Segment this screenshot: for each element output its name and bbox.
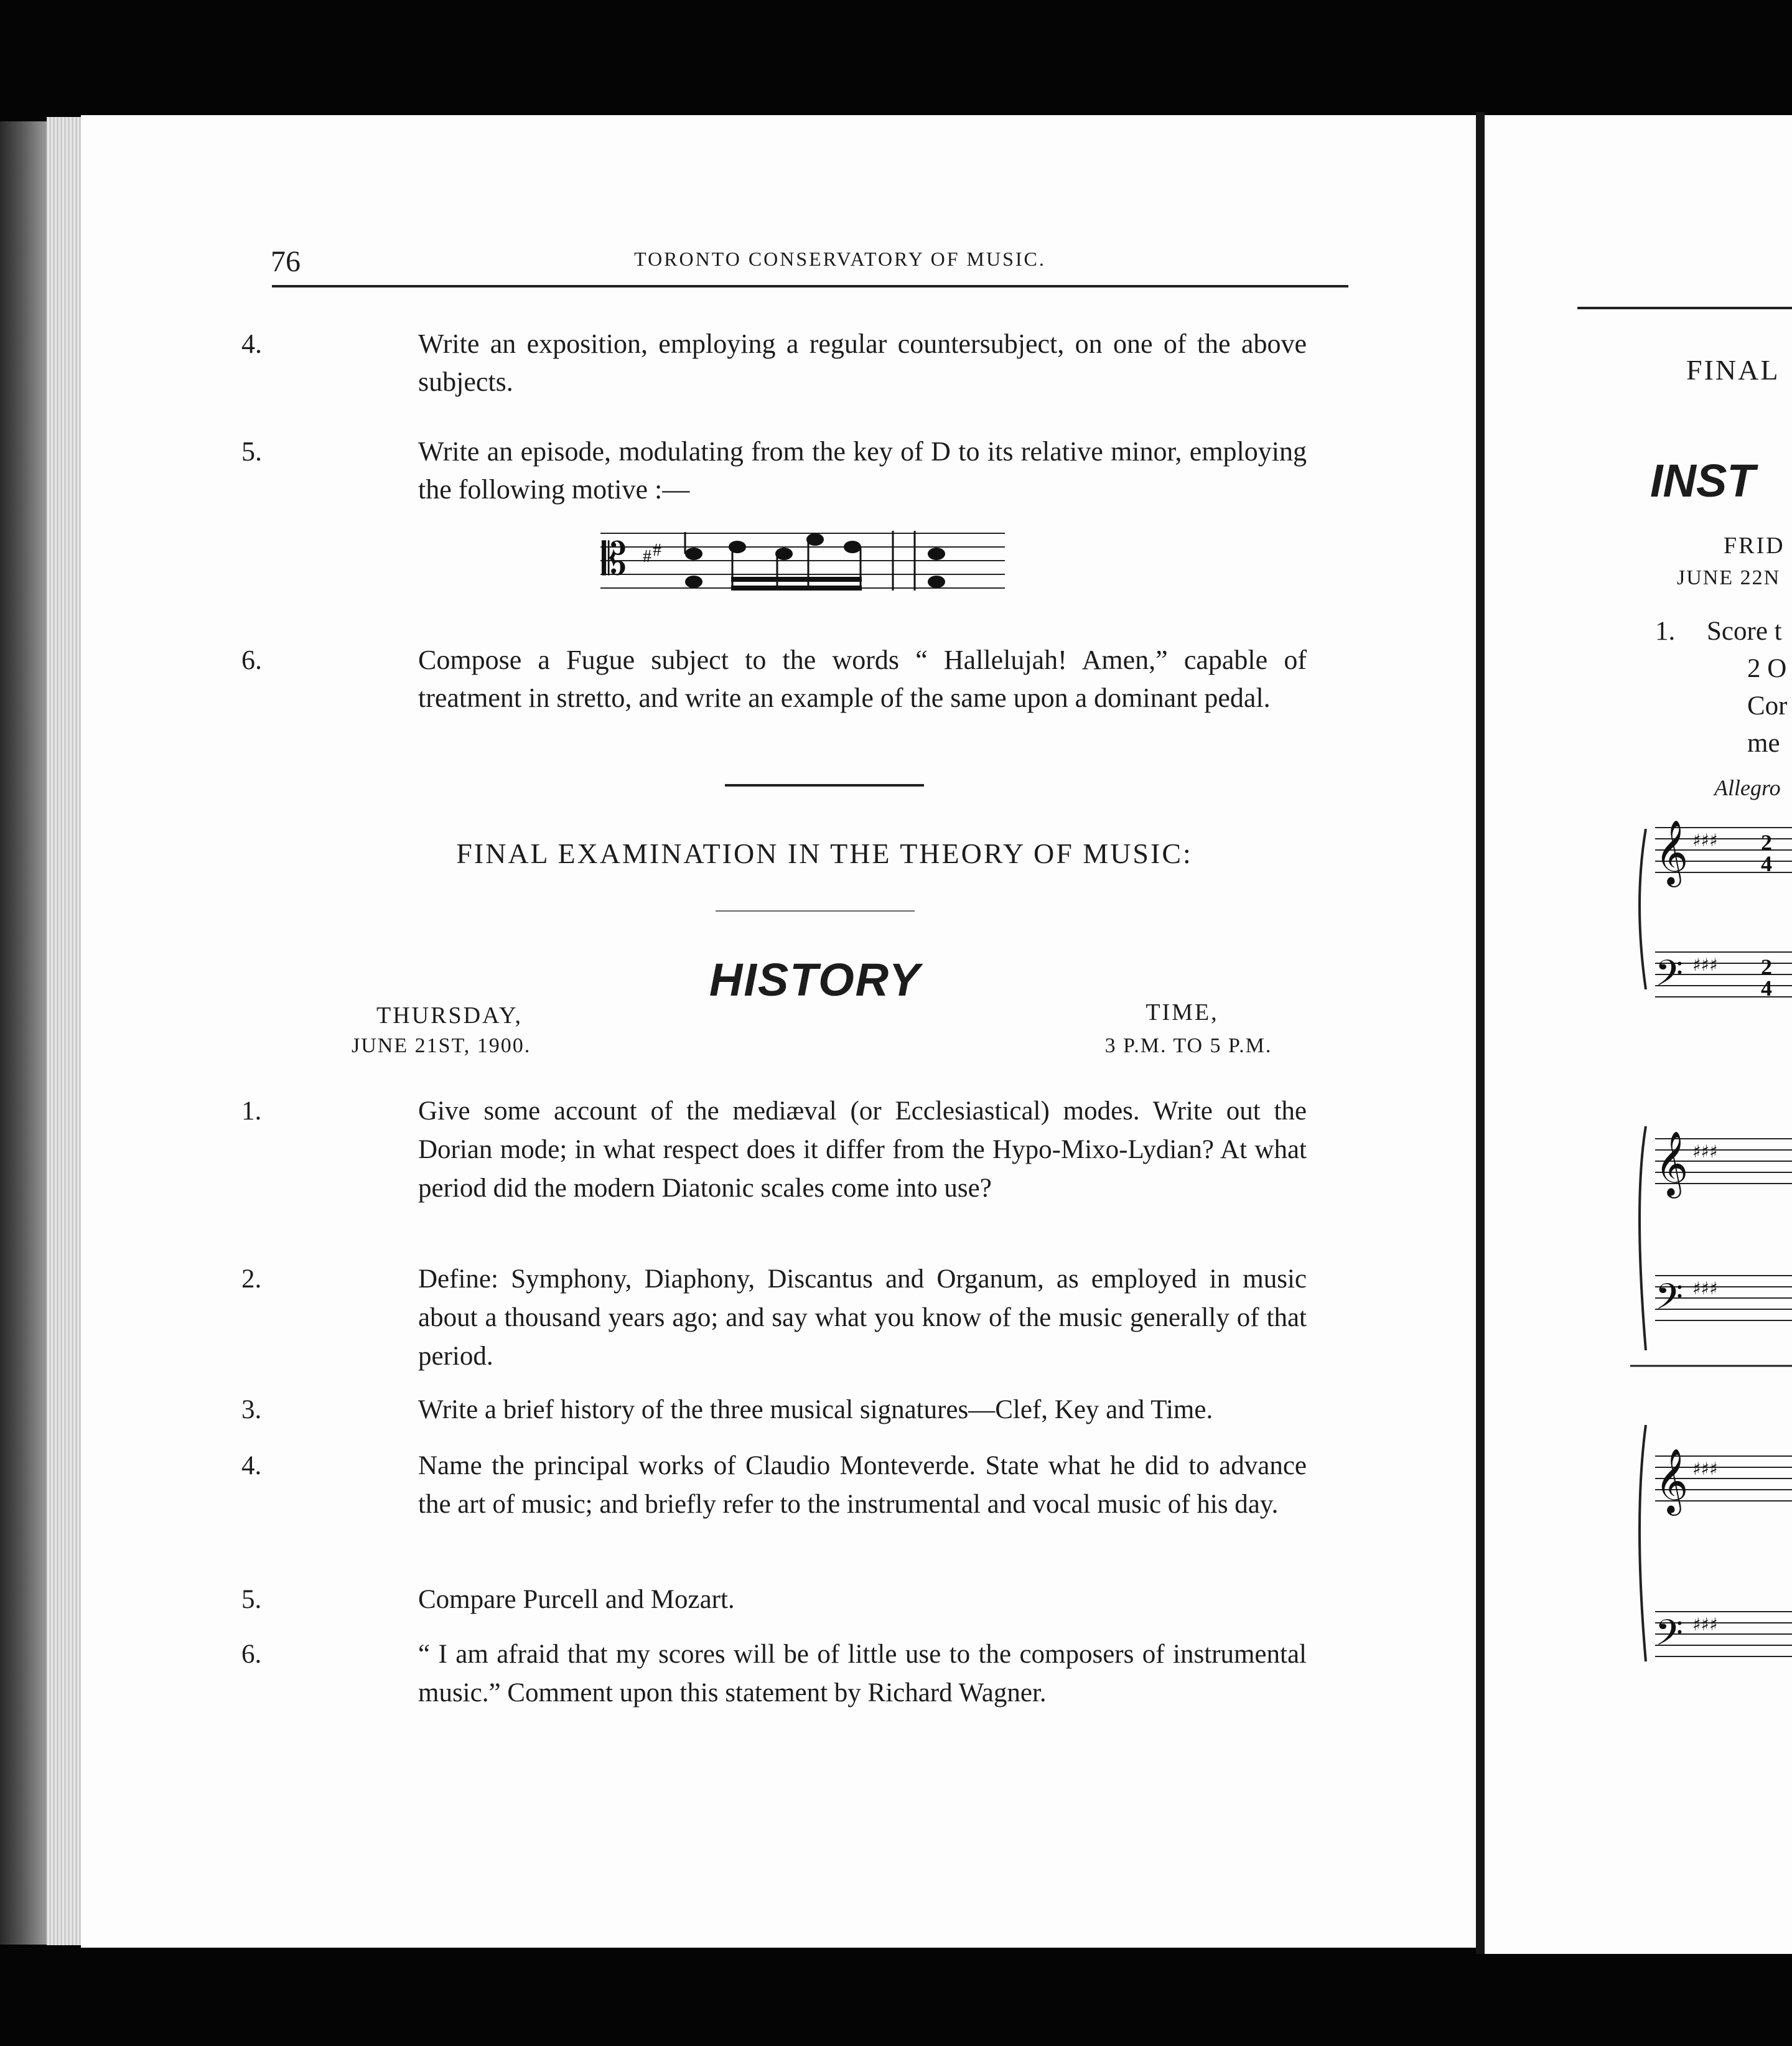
question-number: 4. [241,329,262,359]
question-item [241,1092,1307,1208]
question-number: 3. [241,1395,262,1424]
music-motive-staff [600,526,1005,597]
question-number: 1. [1655,617,1676,646]
question-text: Compare Purcell and Mozart. [418,1585,735,1614]
svg-text:♯♯♯: ♯♯♯ [1692,1614,1718,1635]
question-text: Give some account of the mediæval (or Ecclesiastical) modes. Write out the Dorian mode; in what respect does it differ from the Hypo-Mixo-Lydian? At what period did the modern Diatonic scales come into use? [418,1096,1307,1203]
page-edges [47,117,81,1945]
svg-text:𝄢: 𝄢 [1655,1612,1684,1663]
question-line: 2 O [1747,654,1787,683]
question-item [241,325,1307,401]
tempo-marking: Allegro [1714,775,1781,800]
heading-divider [716,910,915,912]
time-range: 3 P.M. TO 5 P.M. [1104,1034,1272,1057]
running-title: TORONTO CONSERVATORY OF MUSIC. [634,248,1046,270]
book-spine [0,121,47,1945]
history-title: HISTORY [709,954,922,1006]
section-heading: FINAL EXAMINATION IN THE THEORY OF MUSIC: [456,838,1193,869]
svg-text:𝄞: 𝄞 [1655,1448,1689,1513]
right-page-rule [1577,307,1792,309]
svg-text:♯♯♯: ♯♯♯ [1692,1141,1718,1162]
svg-text:#: # [653,541,661,560]
question-item [241,1635,1307,1712]
score-excerpt [1630,803,1792,1674]
question-number: 6. [241,645,262,675]
question-number: 5. [241,1585,262,1614]
exam-date: JUNE 21ST, 1900. [352,1034,531,1057]
exam-day: THURSDAY, [376,1002,523,1029]
question-number: 4. [241,1451,262,1480]
svg-text:𝄢: 𝄢 [1655,952,1684,1003]
question-number: 6. [241,1640,262,1669]
question-text: Name the principal works of Claudio Monteverde. State what he did to advance the art of music; and briefly refer to the instrumental and vocal music of his day. [418,1451,1307,1519]
svg-text:♯♯♯: ♯♯♯ [1692,1278,1718,1299]
question-item [241,1581,1307,1619]
question-item [241,432,1307,508]
book-gutter [1476,112,1485,1954]
right-page-date: JUNE 22N [1677,566,1781,589]
question-text: Write a brief history of the three musical signatures—Clef, Key and Time. [418,1395,1213,1424]
right-page-title: INST [1650,455,1755,507]
question-item [241,1447,1307,1524]
svg-text:♯♯♯: ♯♯♯ [1692,1459,1718,1479]
svg-text:𝄢: 𝄢 [1655,1276,1684,1327]
question-number: 1. [241,1096,262,1126]
question-line: me [1747,729,1780,758]
svg-text:♯♯♯: ♯♯♯ [1692,830,1718,851]
question-number: 5. [241,436,262,467]
svg-text:#: # [643,547,651,566]
section-divider [725,784,924,787]
right-page-question [1655,613,1788,762]
svg-text:2: 2 [1761,830,1772,855]
question-text: Compose a Fugue subject to the words “ Hallelujah! Amen,” capable of treatment in stretto, and write an example of the same upon a dominant pedal. [418,645,1307,713]
svg-text:𝄡: 𝄡 [602,533,627,585]
question-text: Write an episode, modulating from the key of D to its relative minor, employing the following motive :— [418,436,1307,505]
question-item [241,1260,1307,1376]
page-number: 76 [271,245,301,278]
svg-text:2: 2 [1761,955,1772,979]
question-line: Score t [1707,617,1782,646]
svg-text:4: 4 [1761,976,1772,1001]
question-text: Write an exposition, employing a regular countersubject, on one of the above subjects. [418,329,1307,397]
svg-text:𝄞: 𝄞 [1655,820,1689,885]
svg-text:4: 4 [1761,851,1772,876]
svg-text:♯♯♯: ♯♯♯ [1692,955,1718,975]
question-line: Cor [1747,691,1788,721]
question-text: Define: Symphony, Diaphony, Discantus and Organum, as employed in music about a thousand years ago; and say what you know of the music generally of that period. [418,1264,1307,1371]
svg-text:𝄞: 𝄞 [1655,1131,1689,1196]
question-number: 2. [241,1264,262,1294]
question-item [241,1391,1307,1429]
right-page-day: FRID [1724,533,1785,559]
time-label: TIME, [1146,999,1219,1025]
question-text: “ I am afraid that my scores will be of little use to the composers of instrumental music.” Comment upon this statement by Richard Wagner. [418,1640,1307,1707]
right-page-heading: FINAL [1686,354,1780,386]
question-item [241,641,1307,717]
header-rule [272,285,1348,287]
